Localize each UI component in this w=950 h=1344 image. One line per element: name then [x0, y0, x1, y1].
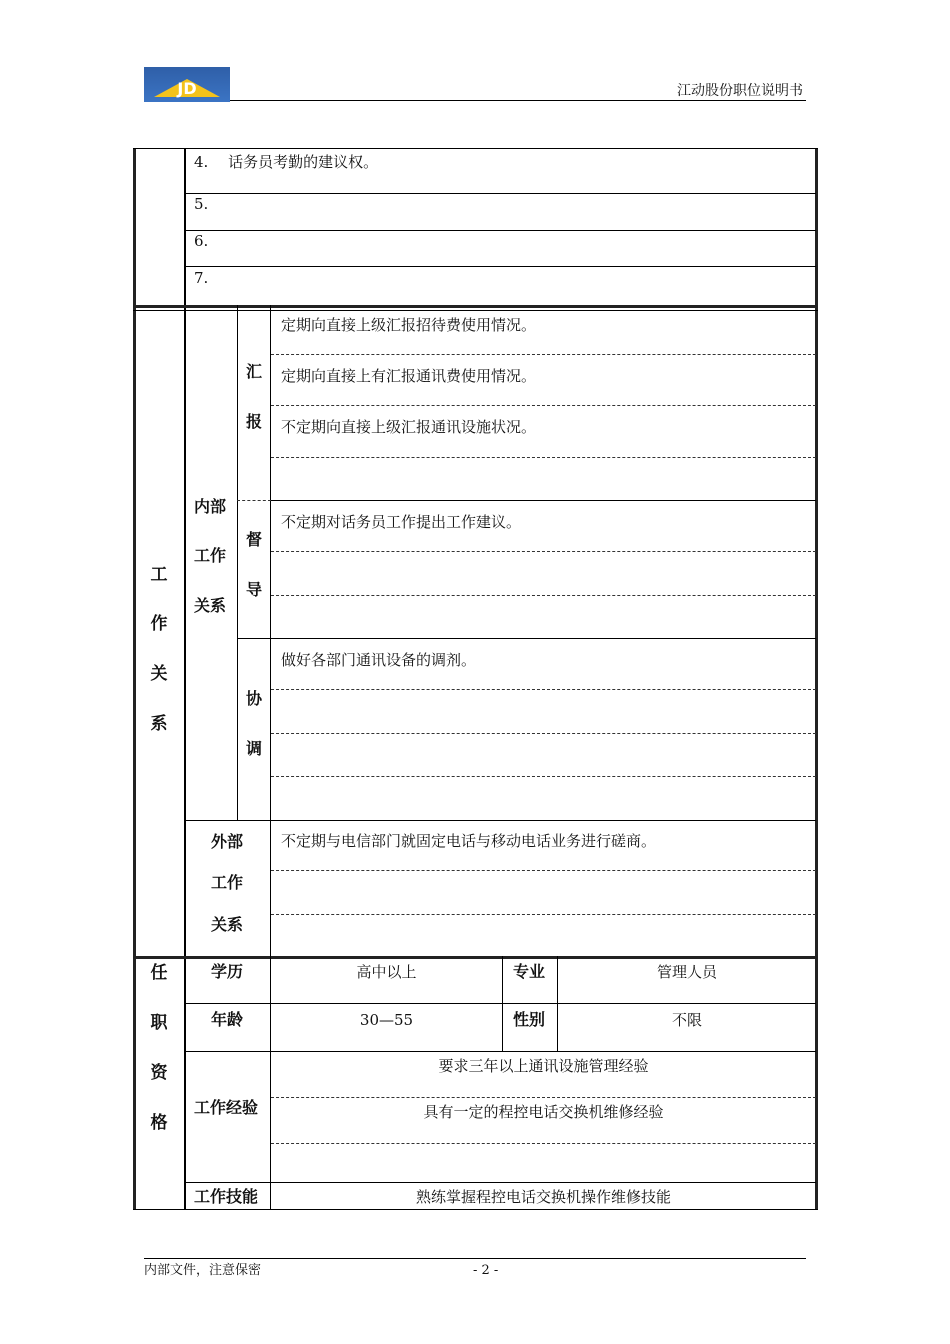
coordinate-label: 调	[245, 739, 262, 758]
supervise-line: 不定期对话务员工作提出工作建议。	[281, 513, 522, 531]
rights-item: 4. 话务员考勤的建议权。	[194, 153, 379, 171]
external-line: 不定期与电信部门就固定电话与移动电话业务进行磋商。	[281, 832, 657, 850]
footer-confidential: 内部文件，注意保密	[144, 1263, 262, 1278]
coordinate-line: 做好各部门通讯设备的调剂。	[281, 651, 477, 669]
company-logo	[144, 67, 230, 102]
report-label: 汇	[245, 362, 262, 381]
report-label: 报	[245, 412, 262, 431]
logo-text: JD	[177, 79, 197, 98]
experience-line: 具有一定的程控电话交换机维修经验	[423, 1103, 664, 1121]
major-value: 管理人员	[656, 963, 717, 981]
coordinate-label: 协	[245, 689, 262, 708]
age-value: 30—55	[359, 1011, 414, 1029]
major-label: 专业	[513, 962, 546, 981]
gender-label: 性别	[513, 1010, 546, 1029]
supervise-label: 督	[245, 530, 262, 549]
education-label: 学历	[211, 962, 244, 981]
rights-item: 5.	[194, 195, 209, 213]
supervise-label: 导	[245, 580, 262, 599]
experience-line: 要求三年以上通讯设施管理经验	[438, 1057, 649, 1075]
page-number: - 2 -	[473, 1263, 499, 1278]
doc-title: 江动股份职位说明书	[677, 83, 803, 99]
report-line: 定期向直接上级汇报招待费使用情况。	[281, 316, 537, 334]
rights-item: 6.	[194, 232, 209, 250]
age-label: 年龄	[211, 1010, 244, 1029]
header-rule	[230, 100, 806, 101]
skills-label: 工作技能	[194, 1187, 259, 1206]
gender-value: 不限	[671, 1011, 702, 1029]
skills-value: 熟练掌握程控电话交换机操作维修技能	[415, 1188, 671, 1206]
education-value: 高中以上	[356, 963, 417, 981]
rights-item: 7.	[194, 269, 209, 287]
footer-rule	[144, 1258, 806, 1259]
report-line: 定期向直接上有汇报通讯费使用情况。	[281, 367, 537, 385]
experience-label: 工作经验	[194, 1098, 259, 1117]
report-line: 不定期向直接上级汇报通讯设施状况。	[281, 418, 537, 436]
